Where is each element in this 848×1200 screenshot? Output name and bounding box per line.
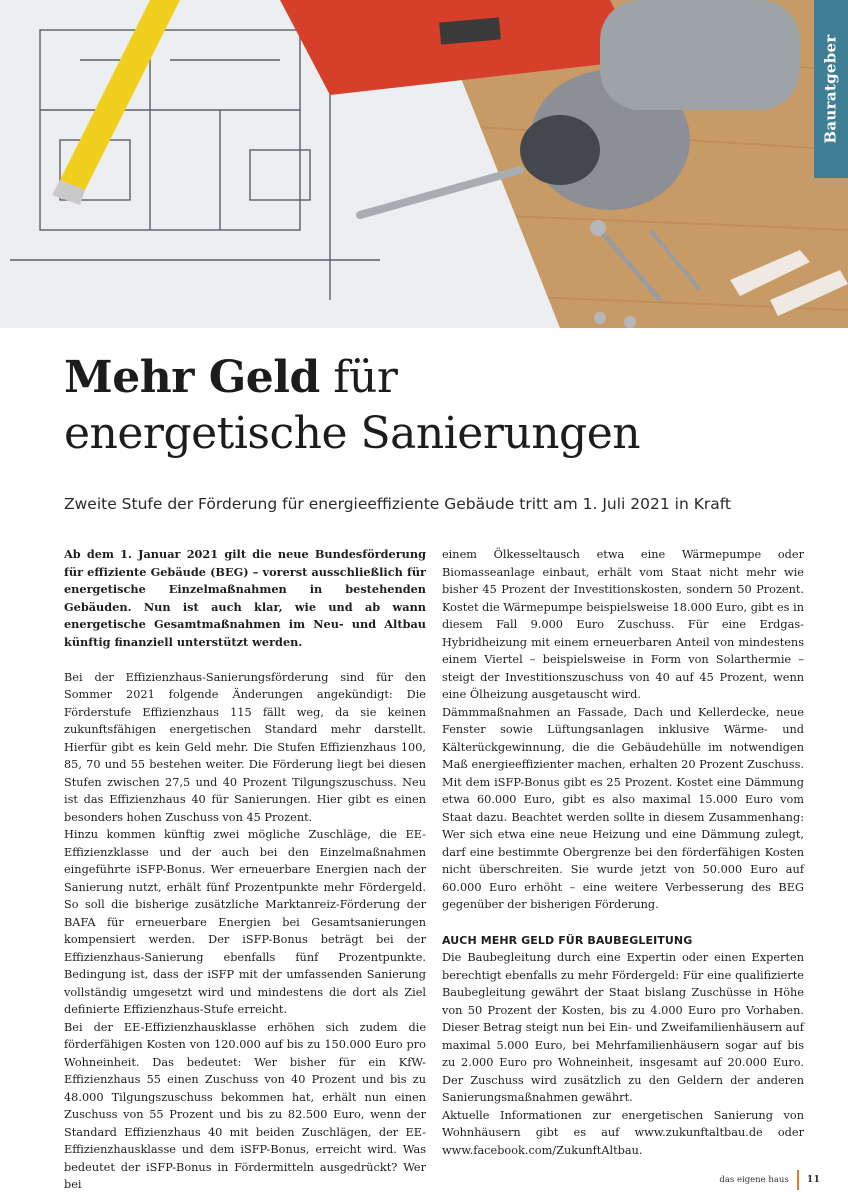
- left-column: [64, 546, 426, 1194]
- right-column: [442, 546, 804, 1159]
- title-bold: Mehr Geld: [64, 352, 320, 403]
- hero-photo: [0, 0, 848, 328]
- body-paragraph: Hinzu kommen künftig zwei mögliche Zuschläge, die EE-Effizienzklasse und der auch bei den Einzelmaßnahmen eingeführte iSFP-Bonus. Wer erneuerbare Energien nach der Sanierung nutzt, erhält fünf Prozentpunkte mehr Fördergeld. So soll die bisherige zusätzliche Marktanreiz-Förderung der BAFA für erneuerbare Energien bei Gesamtsanierungen kompensiert werden. Der iSFP-Bonus beträgt bei der Effizienzhaus-Sanierung ebenfalls fünf Prozentpunkte. Bedingung ist, dass der iSFP mit der umfassenden Sanierung vollständig umgesetzt wird und mindestens die dort als Ziel definierte Effizienzhaus-Stufe erreicht.: [64, 828, 426, 1016]
- body-paragraph: Aktuelle Informationen zur energetischen Sanierung von Wohnhäusern gibt es auf www.zukunftaltbau.de oder www.facebook.com/ZukunftAltbau.: [442, 1108, 804, 1157]
- title-line2: energetische Sanierungen: [64, 408, 641, 459]
- magazine-name: das eigene haus: [719, 1175, 789, 1185]
- body-paragraph: Dämmmaßnahmen an Fassade, Dach und Kellerdecke, neue Fenster sowie Lüftungsanlagen inklusive Wärme- und Kälterückgewinnung, die die Gebäudehülle im notwendigen Maß energieeffizienter machen, erhalten 20 Prozent Zuschuss. Mit dem iSFP-Bonus gibt es 25 Prozent. Kostet eine Dämmung etwa 60.000 Euro, gibt es also maximal 15.000 Euro vom Staat dazu. Beachtet werden sollte in diesem Zusammenhang: Wer sich etwa eine neue Heizung und eine Dämmung zulegt, darf eine bestimmte Obergrenze bei den förderfähigen Kosten nicht überschreiten. Sie wurde jetzt von 50.000 Euro auf 60.000 Euro erhöht – eine weitere Verbesserung des BEG gegenüber der bisherigen Förderung.: [442, 705, 804, 911]
- construction-tools-illustration: [0, 0, 848, 328]
- section-tab: [814, 0, 848, 178]
- section-tab-label: Bauratgeber: [822, 34, 840, 144]
- article-subtitle: Zweite Stufe der Förderung für energieeffiziente Gebäude tritt am 1. Juli 2021 in Kraft: [64, 495, 731, 513]
- body-paragraph: Die Baubegleitung durch eine Expertin oder einen Experten berechtigt ebenfalls zu mehr Fördergeld: Für eine qualifizierte Baubegleitung gewährt der Staat bislang Zuschüsse in Höhe von 50 Prozent der Kosten, bis zu 4.000 Euro pro Vorhaben. Dieser Betrag steigt nun bei Ein- und Zweifamilienhäusern auf maximal 5.000 Euro, bei Mehrfamilienhäusern sogar auf bis zu 2.000 Euro pro Wohneinheit, insgesamt auf 20.000 Euro. Der Zuschuss wird zusätzlich zu den Geldern der anderen Sanierungsmaßnahmen gewährt.: [442, 951, 804, 1104]
- body-paragraph: Bei der Effizienzhaus-Sanierungsförderung sind für den Sommer 2021 folgende Änderungen angekündigt: Die Förderstufe Effizienzhaus 115 fällt weg, da sie keinen zukunftsfähigen energetischen Standard mehr darstellt. Hierfür gibt es kein Geld mehr. Die Stufen Effizienzhaus 100, 85, 70 und 55 bestehen weiter. Die Förderung liegt bei diesen Stufen zwischen 27,5 und 40 Prozent Tilgungszuschuss. Neu ist das Effizienzhaus 40 für Sanierungen. Hier gibt es einen besonders hohen Zuschuss von 45 Prozent.: [64, 670, 426, 824]
- article-title: [64, 350, 784, 462]
- lead-paragraph: Ab dem 1. Januar 2021 gilt die neue Bundesförderung für effiziente Gebäude (BEG) – vorerst ausschließlich für energetische Einzelmaßnahmen in bestehenden Gebäuden. Nun ist auch klar, wie und ab wann energetische Gesamtmaßnahmen im Neu- und Altbau künftig finanziell unterstützt werden.: [64, 547, 426, 649]
- page-number: 11: [797, 1170, 820, 1190]
- title-line1-rest: für: [319, 352, 398, 403]
- page-footer: [719, 1170, 820, 1190]
- body-paragraph: einem Ölkesseltausch etwa eine Wärmepumpe oder Biomasseanlage einbaut, erhält vom Staat nicht mehr wie bisher 45 Prozent der Investitionskosten, sondern 50 Prozent. Kostet die Wärmepumpe beispielsweise 18.000 Euro, gibt es in diesem Fall 9.000 Euro Zuschuss. Für eine Erdgas-Hybridheizung mit einem erneuerbaren Anteil von mindestens einem Viertel – beispielsweise in Form von Solarthermie – steigt der Investitionszuschuss von 40 auf 45 Prozent, wenn eine Ölheizung ausgetauscht wird.: [442, 548, 804, 701]
- body-paragraph: Bei der EE-Effizienzhausklasse erhöhen sich zudem die förderfähigen Kosten von 120.000 auf bis zu 150.000 Euro pro Wohneinheit. Das bedeutet: Wer bisher für ein KfW-Effizienzhaus 55 einen Zuschuss von 40 Prozent und bis zu 48.000 Tilgungszuschuss bekommen hat, erhält nun einen Zuschuss von 55 Prozent und bis zu 82.500 Euro, wenn der Standard Effizienzhaus 40 mit beiden Zuschlägen, der EE-Effizienzhausklasse und dem iSFP-Bonus, erreicht wird. Was bedeutet der iSFP-Bonus in Fördermitteln ausgedrückt? Wer bei: [64, 1020, 426, 1191]
- section-heading: AUCH MEHR GELD FÜR BAUBEGLEITUNG: [442, 933, 693, 947]
